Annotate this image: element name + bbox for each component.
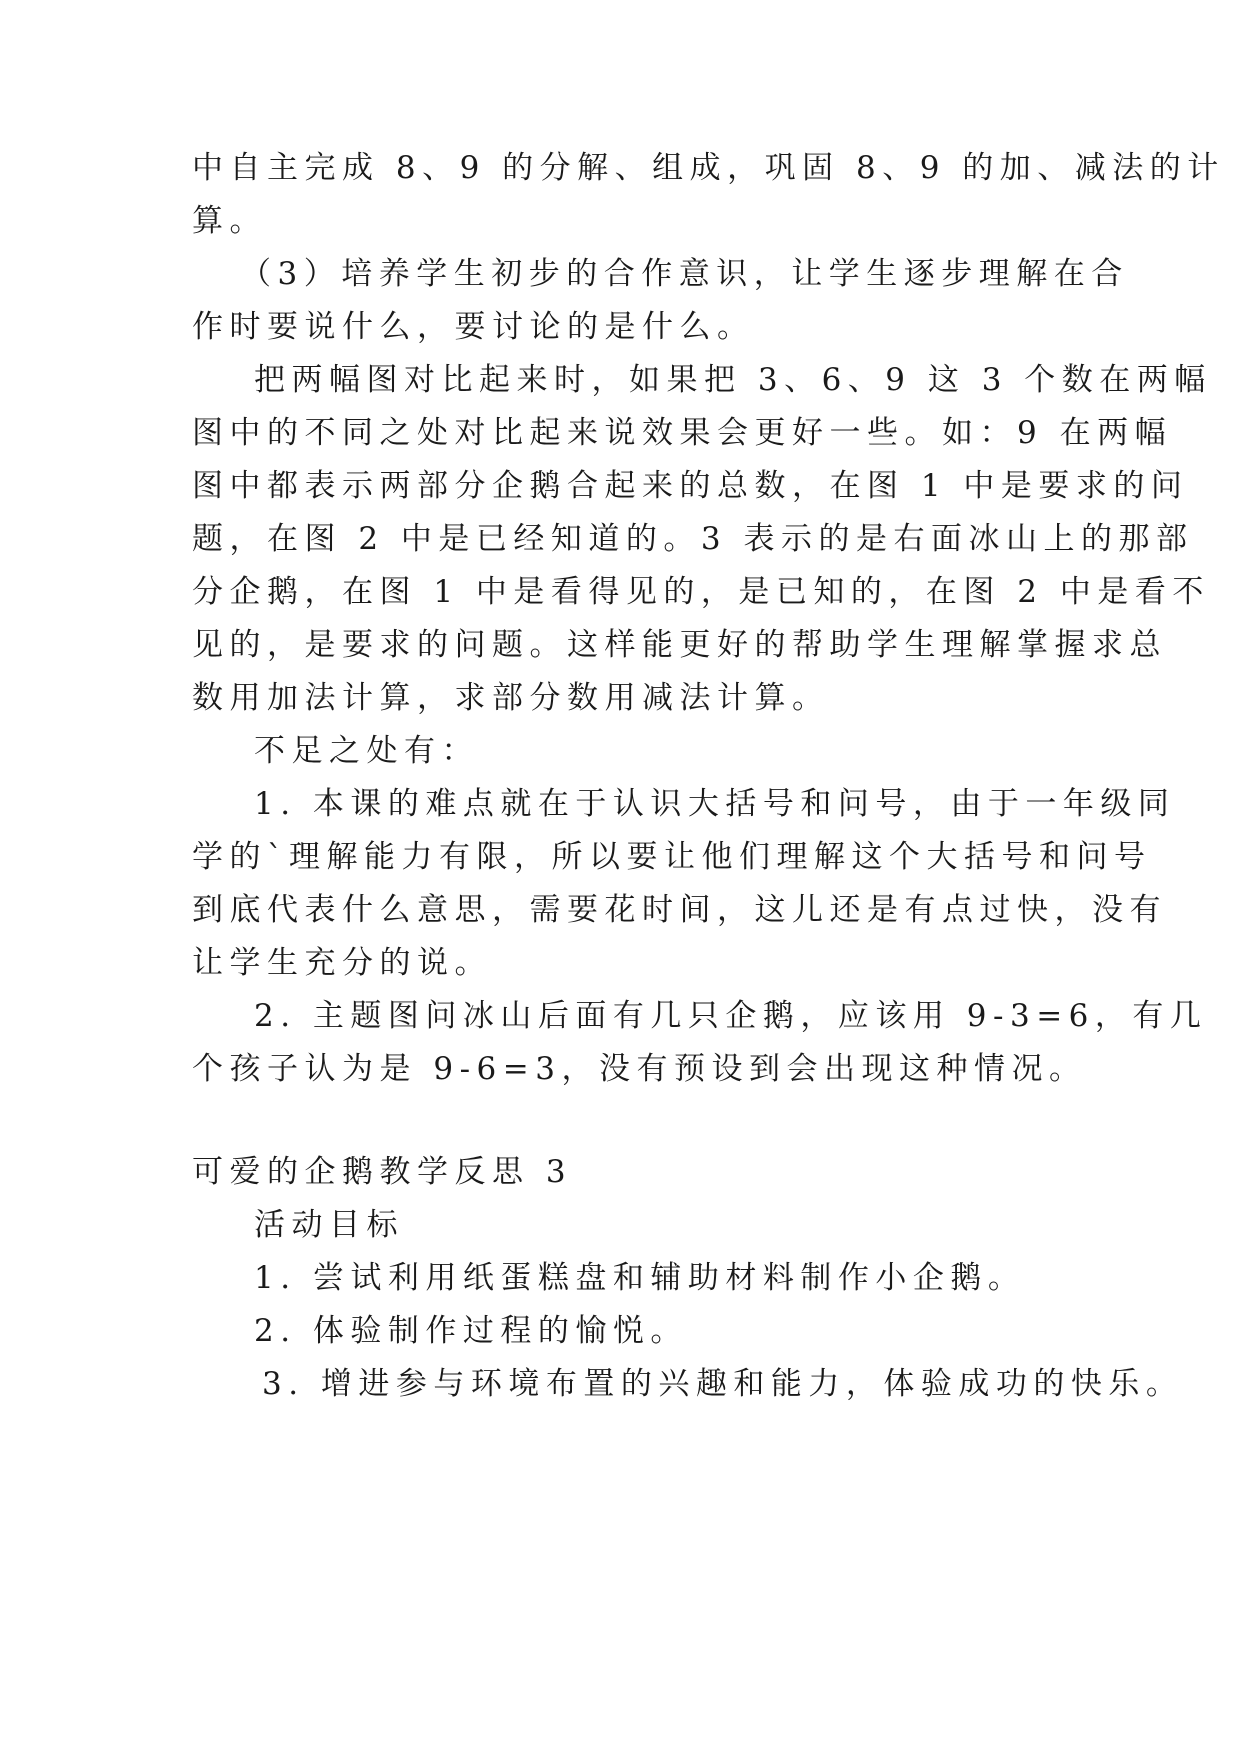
paragraph-line: 分企鹅，在图 1 中是看得见的，是已知的，在图 2 中是看不	[192, 574, 1210, 610]
paragraph-line: 题，在图 2 中是已经知道的。3 表示的是右面冰山上的那部	[192, 521, 1194, 557]
paragraph-line: 让学生充分的说。	[192, 945, 492, 981]
paragraph-line: 2. 主题图问冰山后面有几只企鹅，应该用 9-3=6，有几	[254, 998, 1208, 1034]
list-item: 3. 增进参与环境布置的兴趣和能力，体验成功的快乐。	[262, 1366, 1184, 1402]
paragraph-line: 学的`理解能力有限，所以要让他们理解这个大括号和问号	[192, 839, 1152, 875]
paragraph-line: 1. 本课的难点就在于认识大括号和问号，由于一年级同	[254, 786, 1176, 822]
list-item: 1. 尝试利用纸蛋糕盘和辅助材料制作小企鹅。	[254, 1260, 1026, 1296]
paragraph-line: 图中的不同之处对比起来说效果会更好一些。如：9 在两幅	[192, 415, 1173, 451]
paragraph-line: 算。	[192, 203, 267, 239]
paragraph-line: 个孩子认为是 9-6=3，没有预设到会出现这种情况。	[192, 1051, 1087, 1087]
paragraph-line: 图中都表示两部分企鹅合起来的总数，在图 1 中是要求的问	[192, 468, 1189, 504]
paragraph-line: 把两幅图对比起来时，如果把 3、6、9 这 3 个数在两幅	[254, 362, 1212, 398]
list-item: 2. 体验制作过程的愉悦。	[254, 1313, 688, 1349]
paragraph-line: 数用加法计算，求部分数用减法计算。	[192, 680, 830, 716]
paragraph-line: 中自主完成 8、9 的分解、组成，巩固 8、9 的加、减法的计	[192, 150, 1225, 186]
section-title: 可爱的企鹅教学反思 3	[192, 1154, 573, 1190]
paragraph-line: 不足之处有：	[254, 733, 479, 769]
subheading: 活动目标	[254, 1207, 404, 1243]
paragraph-line: 到底代表什么意思，需要花时间，这儿还是有点过快，没有	[192, 892, 1167, 928]
paragraph-line: 作时要说什么，要讨论的是什么。	[192, 309, 755, 345]
paragraph-line: 见的，是要求的问题。这样能更好的帮助学生理解掌握求总	[192, 627, 1167, 663]
paragraph-line: （3）培养学生初步的合作意识，让学生逐步理解在合	[240, 256, 1129, 292]
